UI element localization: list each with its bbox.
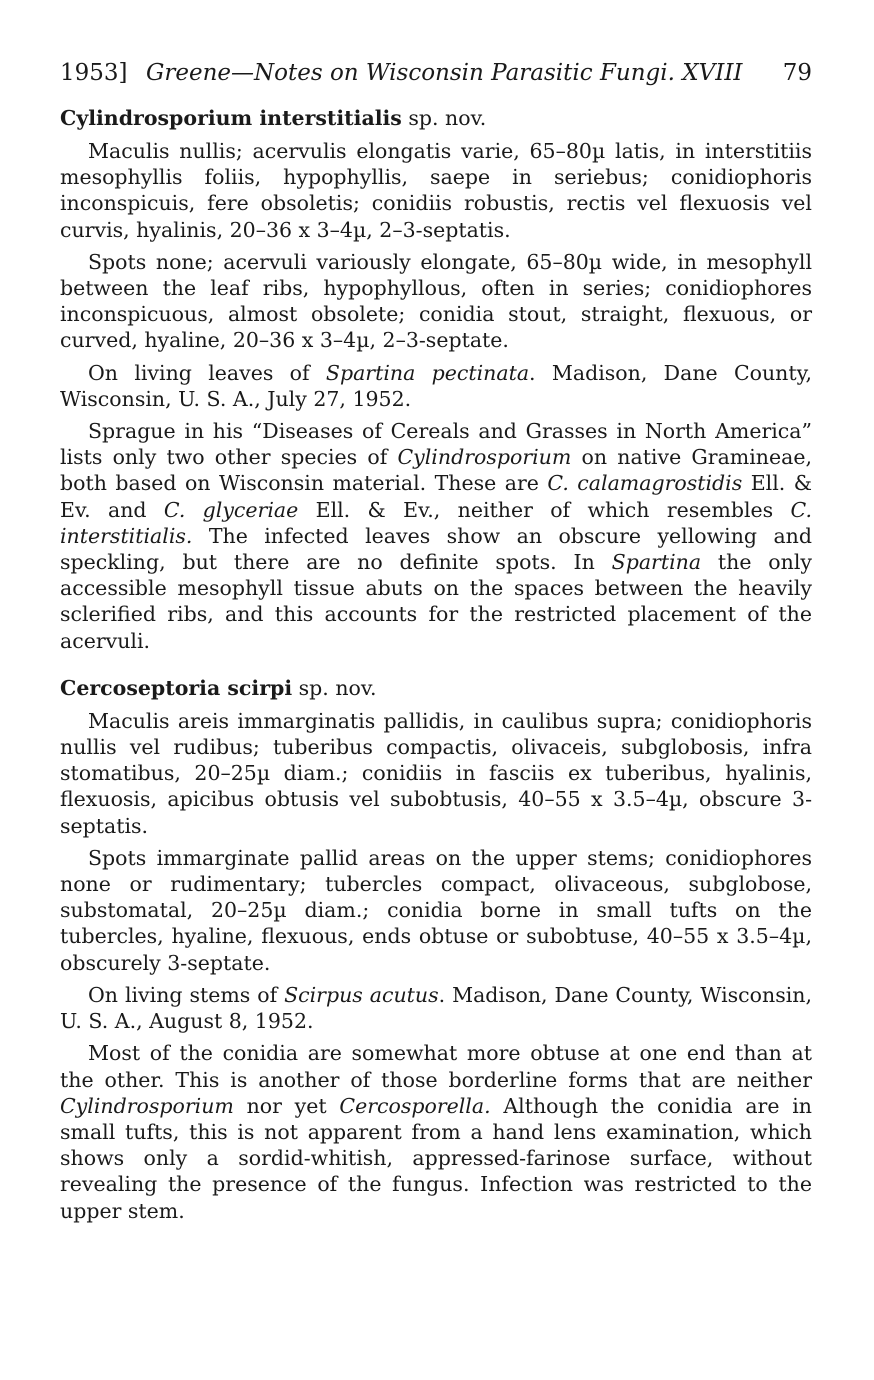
host-suffix: . Madison, Dane County, Wisconsin, U. S. A., July 27, 1952. xyxy=(60,360,813,411)
discussion-italic: Cercosporella. xyxy=(339,1093,491,1118)
host-locality xyxy=(60,982,812,1034)
discussion-text: Sprague in his “Diseases of Cereals and Grasses in North America” lists only two other species of xyxy=(60,419,812,470)
host-prefix: On living stems of xyxy=(88,982,285,1007)
host-name: Spartina pectinata xyxy=(325,360,530,385)
discussion-text: Most of the conidia are somewhat more obtuse at one end than at the other. This is another of those borderline forms that are neither xyxy=(60,1041,812,1092)
header-year: 1953] xyxy=(60,60,128,86)
discussion-italic: Spartina xyxy=(611,550,702,575)
discussion-italic: Cylindrosporium xyxy=(60,1093,234,1118)
discussion-text: the only accessible mesophyll tissue abuts on the spaces between the heavily sclerified ribs, and this accounts for the restricted placement of the acervuli. xyxy=(60,550,812,653)
discussion-text: Ell. & Ev., neither of which resembles xyxy=(298,497,791,522)
section-gap xyxy=(60,660,812,674)
discussion-italic: C. interstitialis. xyxy=(60,497,812,548)
host-prefix: On living leaves of xyxy=(88,360,326,385)
latin-diagnosis: Maculis areis immarginatis pallidis, in caulibus supra; conidiophoris nullis vel rudibus; tuberibus compactis, olivaceis, subglobosis, infra stomatibus, 20–25µ diam.; conidiis in fasciis ex tuberibus, hyalinis, flexuosis, apicibus obtusis vel subobtusis, 40–55 x 3.5–4µ, obscure 3-septatis. xyxy=(60,708,812,838)
species-designation: sp. nov. xyxy=(298,675,377,700)
species-name: Cercoseptoria scirpi xyxy=(60,675,293,700)
english-description: Spots immarginate pallid areas on the upper stems; conidiophores none or rudimentary; tubercles compact, olivaceous, subglobose, substomatal, 20–25µ diam.; conidia borne in small tufts on the tubercles, hyaline, flexuous, ends obtuse or subobtuse, 40–55 x 3.5–4µ, obscurely 3-septate. xyxy=(60,845,812,975)
discussion-italic: C. glyceriae xyxy=(163,497,299,522)
discussion-italic: Cylindrosporium xyxy=(397,445,572,470)
discussion-text: nor yet xyxy=(233,1093,340,1118)
host-locality xyxy=(60,360,812,412)
host-name: Scirpus acutus xyxy=(284,982,439,1007)
discussion-paragraph xyxy=(60,1040,812,1223)
latin-diagnosis: Maculis nullis; acervulis elongatis varie, 65–80µ latis, in interstitiis mesophyllis foliis, hypophyllis, saepe in seriebus; conidiophoris inconspicuis, fere obsoletis; conidiis robustis, rectis vel flexuosis vel curvis, hyalinis, 20–36 x 3–4µ, 2–3-septatis. xyxy=(60,139,812,242)
species-designation: sp. nov. xyxy=(408,106,487,130)
species-name: Cylindrosporium interstitialis xyxy=(60,106,402,130)
discussion-paragraph xyxy=(60,418,812,654)
discussion-text: Ell. & Ev. and xyxy=(60,471,812,522)
species-heading-cercoseptoria xyxy=(60,674,812,702)
discussion-italic: C. calamagrostidis xyxy=(547,471,743,496)
discussion-text: Although the conidia are in small tufts, this is not apparent from a hand lens examination, which shows only a sordid-whitish, appressed-farinose surface, without revealing the presence of the fungus. Infection was restricted to the upper stem. xyxy=(60,1093,812,1223)
discussion-text: on native Gramineae, both based on Wisconsin material. These are xyxy=(60,445,812,496)
page-number: 79 xyxy=(782,60,812,86)
discussion-text: The infected leaves show an obscure yellowing and speckling, but there are no definite spots. In xyxy=(60,523,812,575)
running-head xyxy=(60,58,812,88)
species-heading-cylindrosporium xyxy=(60,104,812,132)
page xyxy=(60,58,812,1230)
header-title: Greene—Notes on Wisconsin Parasitic Fungi. XVIII xyxy=(146,60,743,86)
host-suffix: . Madison, Dane County, Wisconsin, U. S. A., August 8, 1952. xyxy=(60,982,812,1034)
english-description: Spots none; acervuli variously elongate, 65–80µ wide, in mesophyll between the leaf ribs, hypophyllous, often in series; conidiophores inconspicuous, almost obsolete; conidia stout, straight, flexuous, or curved, hyaline, 20–36 x 3–4µ, 2–3-septate. xyxy=(60,249,812,353)
